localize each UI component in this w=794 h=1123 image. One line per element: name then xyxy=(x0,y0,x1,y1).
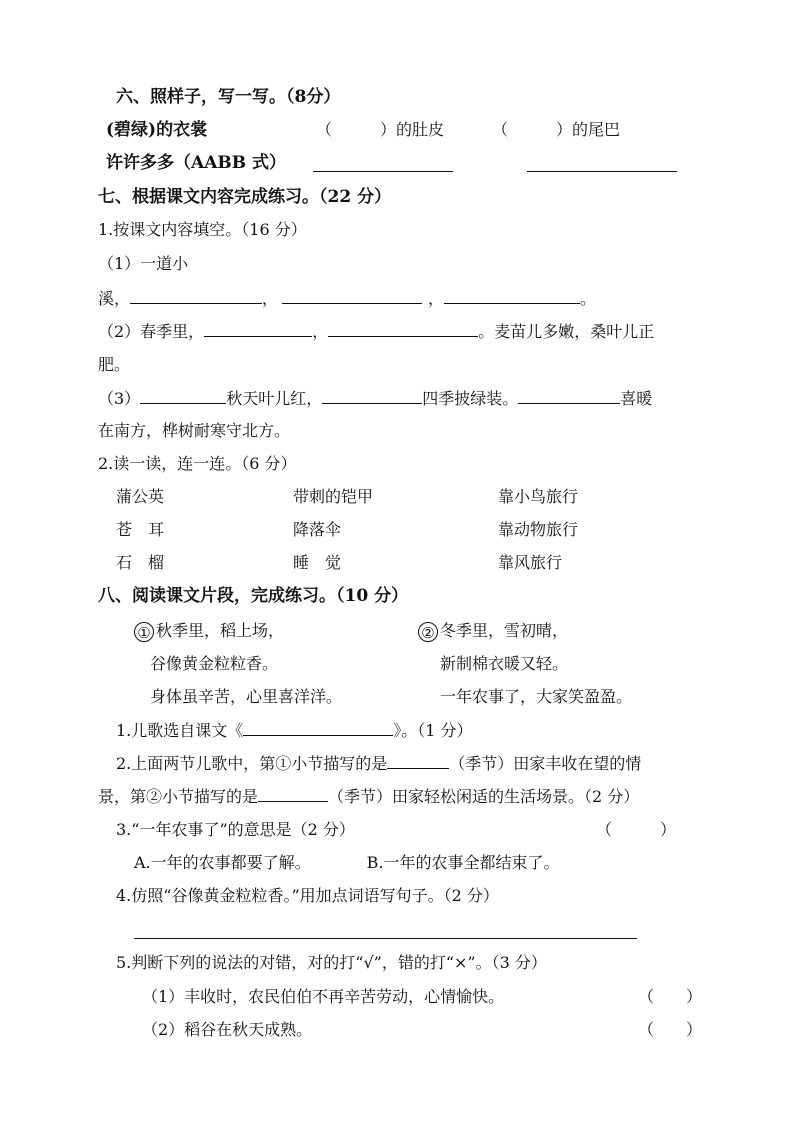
answer-blank[interactable] xyxy=(243,719,393,736)
poem-1-line-3: 身体虽辛苦，心里喜洋洋。 xyxy=(150,687,343,706)
question-8-5: 5.判断下列的说法的对错，对的打“√”，错的打“×”。（3 分） xyxy=(116,953,547,972)
match-right-3[interactable]: 靠风旅行 xyxy=(498,553,563,572)
poem-2-line-1: ② 冬季里，雪初晴， xyxy=(418,620,568,642)
belly-phrase: （ ）的肚皮 xyxy=(316,120,445,139)
fill-line-2-cont: 肥。 xyxy=(98,355,131,374)
question-8-1: 1.儿歌选自课文《 》。（1 分） xyxy=(116,721,473,740)
answer-blank[interactable] xyxy=(258,785,328,802)
answer-paren[interactable]: （ ） xyxy=(638,987,703,1006)
question-7-1-1: （1）一道小 xyxy=(98,254,189,273)
question-7-2: 2.读一读，连一连。（6 分） xyxy=(98,454,297,473)
example-phrase: (碧绿)的衣裳 xyxy=(106,120,208,140)
answer-blank[interactable] xyxy=(518,387,620,404)
match-right-2[interactable]: 靠动物旅行 xyxy=(498,520,579,539)
match-mid-2[interactable]: 降落伞 xyxy=(293,520,342,539)
answer-blank[interactable] xyxy=(140,387,226,404)
answer-blank[interactable] xyxy=(204,320,312,337)
section-6-title: 六、照样子，写一写。（8分） xyxy=(116,87,341,107)
question-8-3-options: A.一年的农事都要了解。 B.一年的农事全都结束了。 xyxy=(134,853,560,872)
answer-blank[interactable] xyxy=(328,320,478,337)
judge-item-1: （1）丰收时，农民伯伯不再辛苦劳动，心情愉快。 xyxy=(142,987,505,1006)
section-7-title: 七、根据课文内容完成练习。（22 分） xyxy=(98,187,392,207)
match-right-1[interactable]: 靠小鸟旅行 xyxy=(498,487,579,506)
question-8-2: 2.上面两节儿歌中，第①小节描写的是 （季节）田家丰收在望的情 xyxy=(116,754,642,773)
match-mid-3[interactable]: 睡 觉 xyxy=(293,553,342,572)
answer-blank[interactable] xyxy=(282,287,422,304)
answer-blank[interactable] xyxy=(444,287,580,304)
match-left-1[interactable]: 蒲公英 xyxy=(116,487,165,506)
poem-2-line-3: 一年农事了，大家笑盈盈。 xyxy=(440,687,633,706)
answer-blank[interactable] xyxy=(527,171,677,172)
circle-number-1: ① xyxy=(134,622,154,642)
match-left-3[interactable]: 石 榴 xyxy=(116,553,165,572)
fill-line-2: （2）春季里， ， 。麦苗儿多嫩，桑叶儿正 xyxy=(98,322,655,341)
question-7-1: 1.按课文内容填空。（16 分） xyxy=(98,220,307,239)
answer-blank[interactable] xyxy=(130,287,262,304)
match-mid-1[interactable]: 带刺的铠甲 xyxy=(293,487,374,506)
fill-line-3-cont: 在南方，桦树耐寒守北方。 xyxy=(98,421,291,440)
poem-1-line-2: 谷像黄金粒粒香。 xyxy=(150,654,279,673)
answer-blank[interactable] xyxy=(313,171,453,172)
answer-blank[interactable] xyxy=(322,387,422,404)
aabb-example: 许许多多（AABB 式） xyxy=(106,153,287,173)
poem-2-line-2: 新制棉衣暖又轻。 xyxy=(440,654,569,673)
fill-line-3: （3） 秋天叶儿红， 四季披绿装。 喜暖 xyxy=(98,389,653,408)
answer-paren[interactable]: （ ） xyxy=(638,1020,703,1039)
fill-line-1: 溪， ， ， 。 xyxy=(98,289,597,308)
answer-blank[interactable] xyxy=(387,752,449,769)
answer-line[interactable] xyxy=(134,938,637,939)
judge-item-2: （2）稻谷在秋天成熟。 xyxy=(142,1020,313,1039)
question-8-2-cont: 景，第②小节描写的是 （季节）田家轻松闲适的生活场景。（2 分） xyxy=(98,787,640,806)
section-8-title: 八、阅读课文片段，完成练习。（10 分） xyxy=(98,586,409,606)
poem-1-line-1: ① 秋季里，稻上场， xyxy=(134,620,284,642)
tail-phrase: （ ）的尾巴 xyxy=(492,120,621,139)
answer-paren[interactable]: （ ） xyxy=(596,820,677,839)
question-8-3: 3.“一年农事了”的意思是（2 分） xyxy=(116,820,355,839)
match-left-2[interactable]: 苍 耳 xyxy=(116,520,165,539)
question-8-4: 4.仿照“谷像黄金粒粒香。”用加点词语写句子。（2 分） xyxy=(116,886,499,905)
circle-number-2: ② xyxy=(418,622,438,642)
